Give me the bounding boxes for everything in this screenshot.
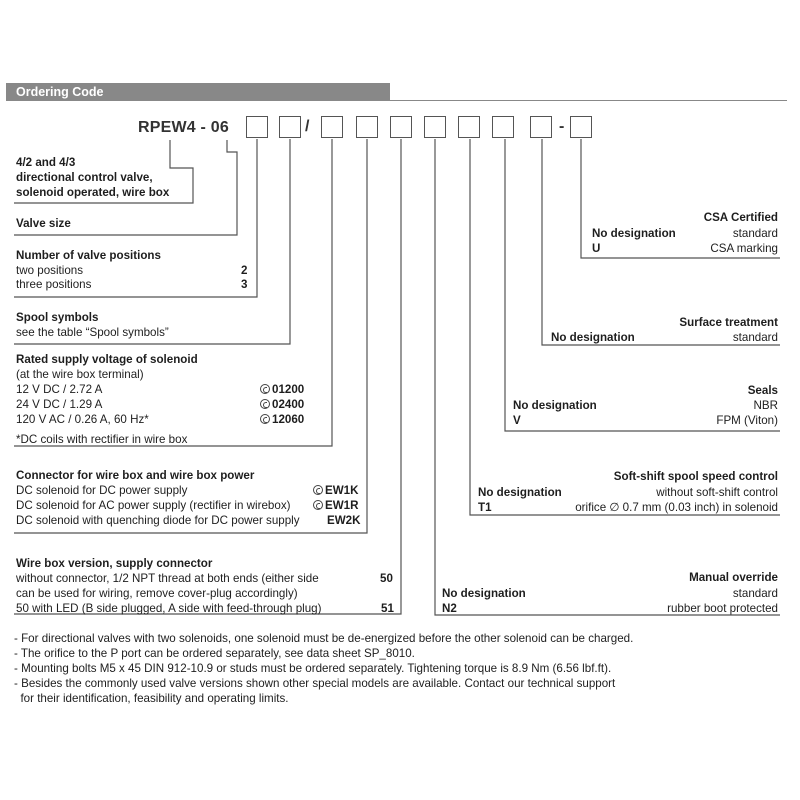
surface-title: Surface treatment	[679, 316, 778, 329]
leader-seals	[505, 139, 780, 431]
seals-code: No designation	[513, 399, 597, 412]
ordering-code-prefix: RPEW4 - 06	[138, 119, 229, 136]
csa-cert-icon	[260, 399, 270, 409]
connector-row-code: EW1K	[325, 484, 359, 497]
voltage-row-label: 120 V AC / 0.26 A, 60 Hz*	[16, 413, 149, 426]
soft-shift-code: T1	[478, 501, 492, 514]
wirebox-code: 50	[380, 572, 393, 585]
voltage-row-code-wrap	[260, 412, 304, 427]
wirebox-title: Wire box version, supply connector	[16, 557, 213, 570]
voltage-title: Rated supply voltage of solenoid	[16, 353, 198, 366]
note-line: - For directional valves with two solenoids, one solenoid must be de-energized before the other solenoid can be charged.	[14, 632, 634, 645]
section-title: Ordering Code	[16, 85, 104, 99]
positions-row-code: 2	[241, 264, 248, 277]
seals-desc: NBR	[753, 399, 778, 412]
csa-cert-icon	[260, 384, 270, 394]
voltage-footnote: *DC coils with rectifier in wire box	[16, 433, 188, 446]
description-line-3: solenoid operated, wire box	[16, 186, 170, 199]
positions-title: Number of valve positions	[16, 249, 161, 262]
spool-text: see the table “Spool symbols”	[16, 326, 169, 339]
csa-cert-icon	[313, 500, 323, 510]
connector-row-code: EW1R	[325, 499, 359, 512]
manual-override-title: Manual override	[689, 571, 778, 584]
surface-code: No designation	[551, 331, 635, 344]
positions-row-label: two positions	[16, 264, 84, 277]
connector-row-code-wrap	[313, 483, 359, 498]
soft-shift-title: Soft-shift spool speed control	[613, 470, 778, 483]
wirebox-code: 51	[381, 602, 394, 615]
connector-row-label: DC solenoid for AC power supply (rectifier in wirebox)	[16, 499, 291, 512]
wirebox-line: 50 with LED (B side plugged, A side with feed-through plug)	[16, 602, 322, 615]
voltage-row-label: 12 V DC / 2.72 A	[16, 383, 103, 396]
csa-title: CSA Certified	[703, 211, 778, 224]
voltage-subtitle: (at the wire box terminal)	[16, 368, 144, 381]
surface-desc: standard	[732, 331, 778, 344]
csa-desc: standard	[732, 227, 778, 240]
csa-desc: CSA marking	[710, 242, 778, 255]
connector-title: Connector for wire box and wire box power	[16, 469, 255, 482]
connector-row-label: DC solenoid with quenching diode for DC power supply	[16, 514, 300, 527]
csa-code: U	[592, 242, 601, 255]
code-slash: /	[305, 118, 310, 135]
csa-cert-icon	[313, 485, 323, 495]
voltage-row-label: 24 V DC / 1.29 A	[16, 398, 103, 411]
note-line: - The orifice to the P port can be ordered separately, see data sheet SP_8010.	[14, 647, 415, 660]
voltage-row-code: 02400	[272, 398, 305, 411]
seals-desc: FPM (Viton)	[716, 414, 778, 427]
csa-code: No designation	[592, 227, 676, 240]
wirebox-line: without connector, 1/2 NPT thread at both ends (either side	[16, 572, 319, 585]
manual-override-desc: rubber boot protected	[667, 602, 778, 615]
soft-shift-desc: without soft-shift control	[656, 486, 778, 499]
connector-row-code-wrap	[313, 498, 359, 513]
code-dash: -	[559, 118, 565, 135]
positions-row-label: three positions	[16, 278, 92, 291]
voltage-row-code-wrap	[260, 382, 304, 397]
manual-override-code: No designation	[442, 587, 526, 600]
note-line: - Mounting bolts M5 x 45 DIN 912-10.9 or studs must be ordered separately. Tightening torque is 8.9 Nm (6.56 lbf.ft).	[14, 662, 612, 675]
voltage-row-code: 12060	[272, 413, 305, 426]
positions-row-code: 3	[241, 278, 248, 291]
description-line-2: directional control valve,	[16, 171, 153, 184]
csa-cert-icon	[260, 414, 270, 424]
seals-title: Seals	[747, 384, 778, 397]
soft-shift-code: No designation	[478, 486, 562, 499]
valve-size-label: Valve size	[16, 217, 71, 230]
connector-row-label: DC solenoid for DC power supply	[16, 484, 188, 497]
manual-override-desc: standard	[732, 587, 778, 600]
soft-shift-desc: orifice ∅ 0.7 mm (0.03 inch) in solenoid	[575, 501, 778, 514]
manual-override-code: N2	[442, 602, 457, 615]
connector-row-code: EW2K	[327, 514, 361, 527]
seals-code: V	[513, 414, 521, 427]
wirebox-line: can be used for wiring, remove cover-plug accordingly)	[16, 587, 298, 600]
note-line: - Besides the commonly used valve versions shown other special models are available. Contact our technical support	[14, 677, 616, 690]
note-line: for their identification, feasibility and operating limits.	[14, 692, 289, 705]
voltage-row-code-wrap	[260, 397, 304, 412]
voltage-row-code: 01200	[272, 383, 305, 396]
spool-title: Spool symbols	[16, 311, 99, 324]
description-line-1: 4/2 and 4/3	[16, 156, 76, 169]
